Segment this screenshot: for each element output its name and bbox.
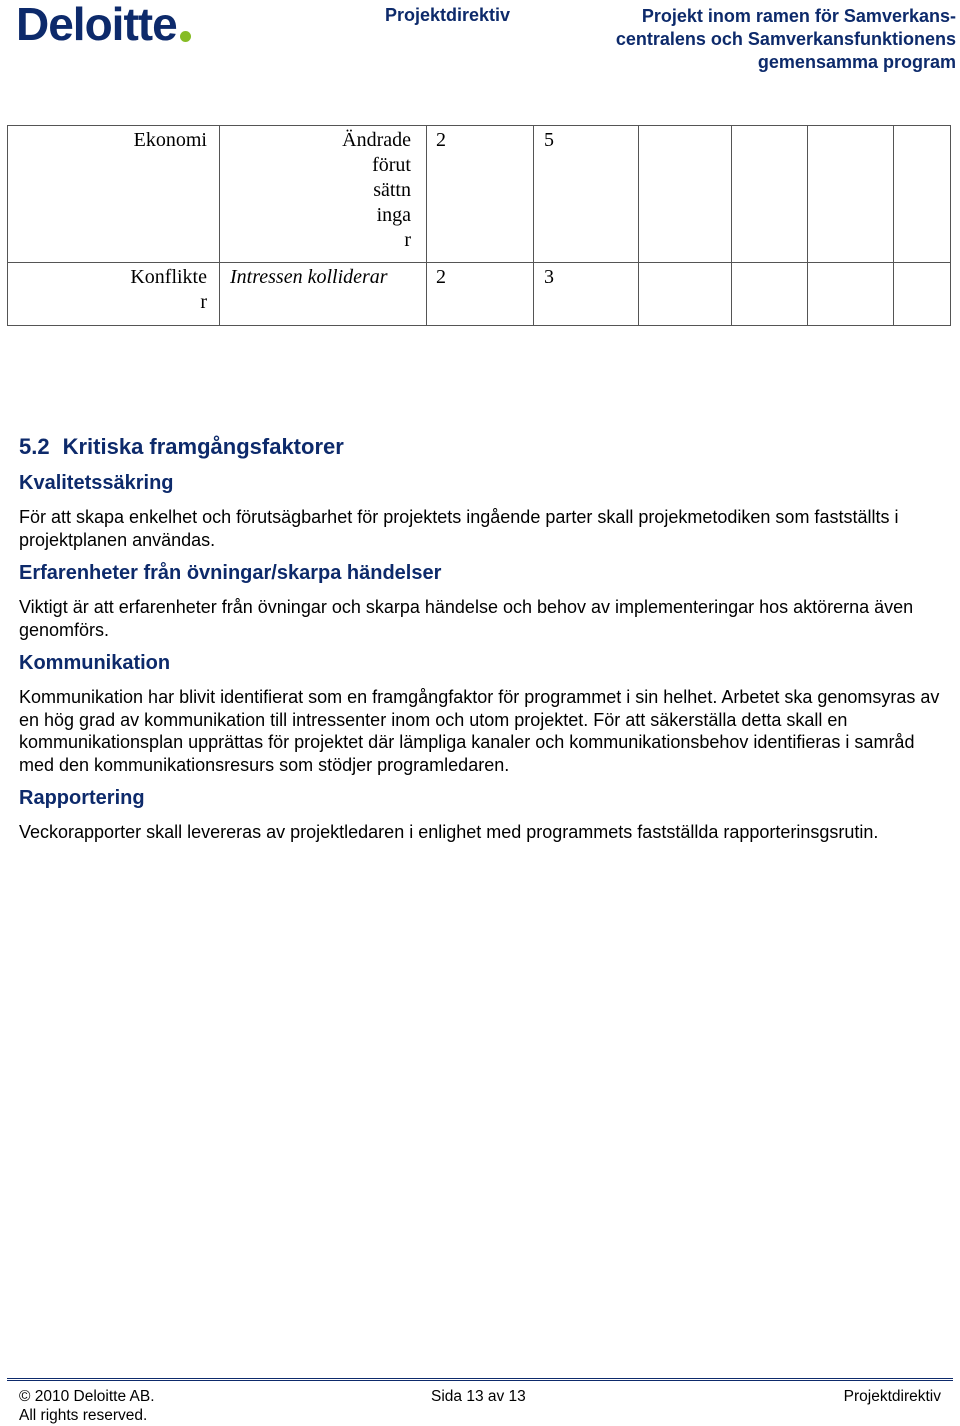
risk-impact-cell: 3 bbox=[534, 263, 639, 326]
risk-category-cell bbox=[8, 263, 220, 326]
logo-text: Deloitte bbox=[16, 0, 177, 50]
empty-cell bbox=[732, 126, 808, 263]
paragraph-experience: Viktigt är att erfarenheter från övningar och skarpa händelse och behov av implementeringar hos aktörerna även genomförs. bbox=[19, 597, 914, 640]
empty-cell bbox=[894, 263, 951, 326]
description-line: förut bbox=[372, 154, 411, 176]
category-line: r bbox=[200, 291, 207, 313]
description-line: Ändrade bbox=[342, 129, 411, 151]
deloitte-logo bbox=[16, 0, 191, 50]
empty-cell bbox=[639, 126, 732, 263]
footer-doc-type: Projektdirektiv bbox=[843, 1388, 941, 1405]
main-content bbox=[19, 434, 949, 855]
footer-divider bbox=[7, 1378, 953, 1382]
empty-cell bbox=[639, 263, 732, 326]
risk-probability-cell: 2 bbox=[427, 263, 534, 326]
footer-page-number: Sida 13 av 13 bbox=[431, 1388, 526, 1405]
header-title-line: centralens och Samverkansfunktionens bbox=[615, 29, 956, 49]
footer-rights: All rights reserved. bbox=[19, 1407, 148, 1424]
paragraph-communication: Kommunikation har blivit identifierat som en framgångfaktor för programmet i sin helhet. Arbetet ska genomsyras av en hög grad av kommunikation till intressenter inom och utom projektet. För att säkerställa detta skall en kommunikationsplan upprättas för projektet där lämpliga kanaler och kommunikationsbehov identifieras i samråd med den kommunikationsresurs som stödjer programledaren. bbox=[19, 687, 940, 775]
footer-copyright-block bbox=[19, 1387, 155, 1425]
subsection-heading-reporting: Rapportering bbox=[19, 787, 145, 809]
risk-table bbox=[7, 125, 951, 326]
header-title-line: Projekt inom ramen för Samverkans- bbox=[641, 6, 956, 26]
section-number: 5.2 bbox=[19, 434, 50, 459]
empty-cell bbox=[808, 126, 894, 263]
empty-cell bbox=[808, 263, 894, 326]
subsection-heading-communication: Kommunikation bbox=[19, 652, 171, 674]
risk-impact-cell: 5 bbox=[534, 126, 639, 263]
table-row bbox=[8, 126, 951, 263]
footer-copyright: © 2010 Deloitte AB. bbox=[19, 1388, 155, 1405]
description-line: inga bbox=[376, 204, 411, 226]
subsection-heading-experience: Erfarenheter från övningar/skarpa händelser bbox=[19, 562, 442, 584]
section-title: Kritiska framgångsfaktorer bbox=[62, 434, 344, 459]
subsection-heading-quality: Kvalitetssäkring bbox=[19, 472, 174, 494]
category-line: Konflikte bbox=[130, 266, 207, 288]
paragraph-reporting: Veckorapporter skall levereras av projektledaren i enlighet med programmets fastställda rapporterinsgsrutin. bbox=[19, 822, 879, 842]
page-header bbox=[0, 0, 960, 80]
logo-green-dot bbox=[180, 31, 191, 42]
header-project-title bbox=[556, 5, 956, 74]
risk-probability-cell: 2 bbox=[427, 126, 534, 263]
header-doc-type: Projektdirektiv bbox=[385, 5, 511, 25]
description-line: r bbox=[404, 229, 411, 251]
empty-cell bbox=[732, 263, 808, 326]
description-line: sättn bbox=[373, 179, 411, 201]
risk-description-cell bbox=[220, 126, 427, 263]
header-title-line: gemensamma program bbox=[757, 52, 956, 72]
risk-description-cell: Intressen kolliderar bbox=[220, 263, 427, 326]
empty-cell bbox=[894, 126, 951, 263]
risk-category-cell: Ekonomi bbox=[8, 126, 220, 263]
table-row bbox=[8, 263, 951, 326]
paragraph-quality: För att skapa enkelhet och förutsägbarhet för projektets ingående parter skall projekmetodiken som fastställts i projektplanen användas. bbox=[19, 507, 899, 550]
section-heading bbox=[19, 434, 949, 460]
